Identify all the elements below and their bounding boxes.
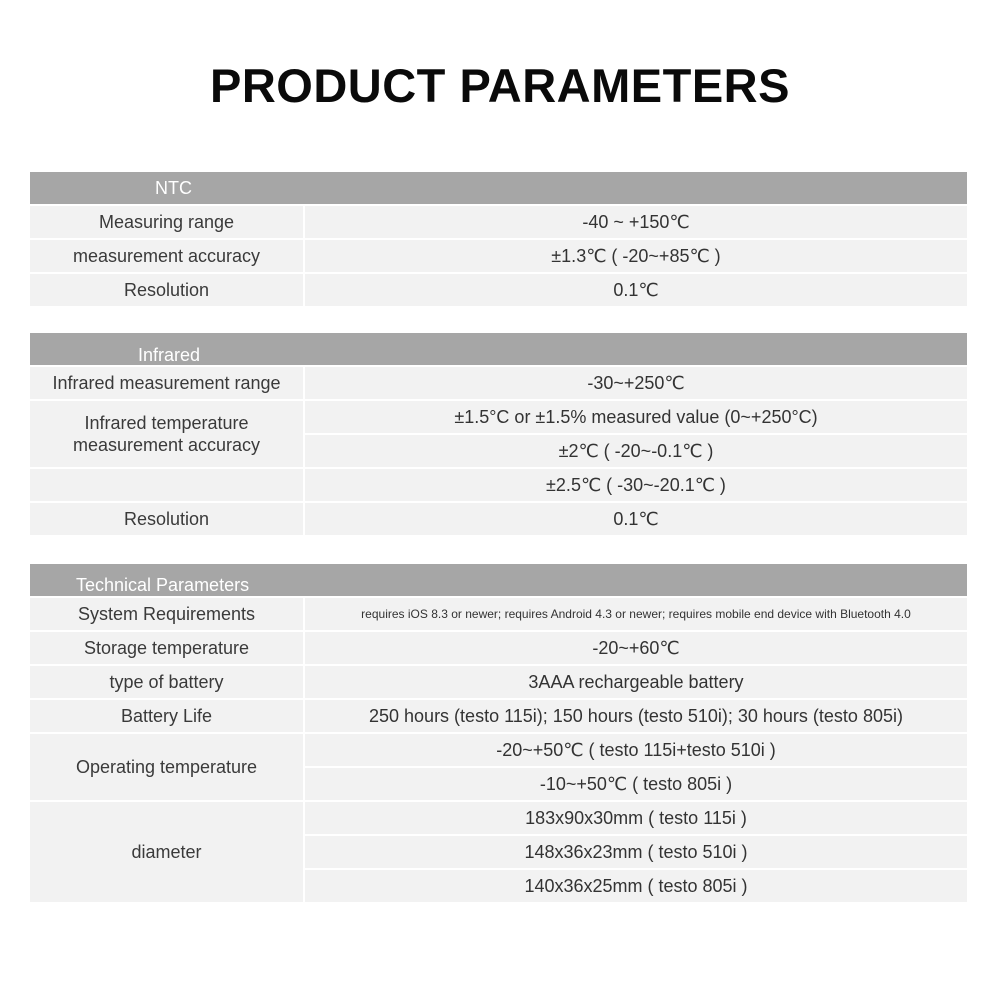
ntc-header-label: NTC	[155, 178, 192, 198]
table-row	[30, 469, 967, 501]
row-value-infrared-accuracy-3: ±2.5℃ ( -30~-20.1℃ )	[305, 469, 967, 501]
row-label-battery-life: Battery Life	[30, 700, 303, 732]
table-row	[30, 206, 967, 238]
row-value-measurement-accuracy: ±1.3℃ ( -20~+85℃ )	[305, 240, 967, 272]
table-row	[30, 367, 967, 399]
row-value-diameter-3: 140x36x25mm ( testo 805i )	[305, 870, 967, 902]
row-value-infrared-range: -30~+250℃	[305, 367, 967, 399]
row-value-diameter-2: 148x36x23mm ( testo 510i )	[305, 836, 967, 868]
row-value-storage-temperature: -20~+60℃	[305, 632, 967, 664]
table-row	[30, 632, 967, 664]
row-label-operating-temperature: Operating temperature	[30, 734, 303, 800]
row-label-system-requirements: System Requirements	[30, 598, 303, 630]
row-value-measuring-range: -40 ~ +150℃	[305, 206, 967, 238]
row-value-operating-temperature-1: -20~+50℃ ( testo 115i+testo 510i )	[305, 734, 967, 766]
infrared-section-header	[30, 333, 967, 365]
row-label-storage-temperature: Storage temperature	[30, 632, 303, 664]
infrared-header-label: Infrared	[138, 345, 201, 365]
table-row	[30, 734, 967, 800]
table-row	[30, 700, 967, 732]
infrared-section	[30, 333, 967, 535]
row-value-battery-type: 3AAA rechargeable battery	[305, 666, 967, 698]
ntc-section	[30, 172, 967, 306]
row-value-system-requirements: requires iOS 8.3 or newer; requires Android 4.3 or newer; requires mobile end device with Bluetooth 4.0	[305, 598, 967, 630]
row-value-infrared-resolution: 0.1℃	[305, 503, 967, 535]
table-row	[30, 503, 967, 535]
technical-header-label: Technical Parameters	[76, 575, 250, 595]
technical-section-header	[30, 564, 967, 596]
table-row	[30, 240, 967, 272]
row-label-infrared-resolution: Resolution	[30, 503, 303, 535]
row-label-battery-type: type of battery	[30, 666, 303, 698]
ntc-section-header	[30, 172, 967, 204]
row-value-resolution: 0.1℃	[305, 274, 967, 306]
table-row	[30, 598, 967, 630]
row-value-diameter-1: 183x90x30mm ( testo 115i )	[305, 802, 967, 834]
row-label-resolution: Resolution	[30, 274, 303, 306]
row-label-measurement-accuracy: measurement accuracy	[30, 240, 303, 272]
row-value-infrared-accuracy-1: ±1.5°C or ±1.5% measured value (0~+250°C)	[305, 401, 967, 433]
row-label-infrared-accuracy: Infrared temperature measurement accuracy	[30, 401, 303, 467]
row-label-infrared-range: Infrared measurement range	[30, 367, 303, 399]
table-row	[30, 802, 967, 902]
table-row	[30, 274, 967, 306]
row-value-battery-life: 250 hours (testo 115i); 150 hours (testo 510i); 30 hours (testo 805i)	[305, 700, 967, 732]
page-title: PRODUCT PARAMETERS	[210, 59, 790, 112]
row-value-operating-temperature-2: -10~+50℃ ( testo 805i )	[305, 768, 967, 800]
technical-section	[30, 564, 967, 902]
row-label-empty	[30, 469, 303, 501]
table-row	[30, 401, 967, 467]
row-value-infrared-accuracy-2: ±2℃ ( -20~-0.1℃ )	[305, 435, 967, 467]
row-label-measuring-range: Measuring range	[30, 206, 303, 238]
row-label-diameter: diameter	[30, 802, 303, 902]
table-row	[30, 666, 967, 698]
